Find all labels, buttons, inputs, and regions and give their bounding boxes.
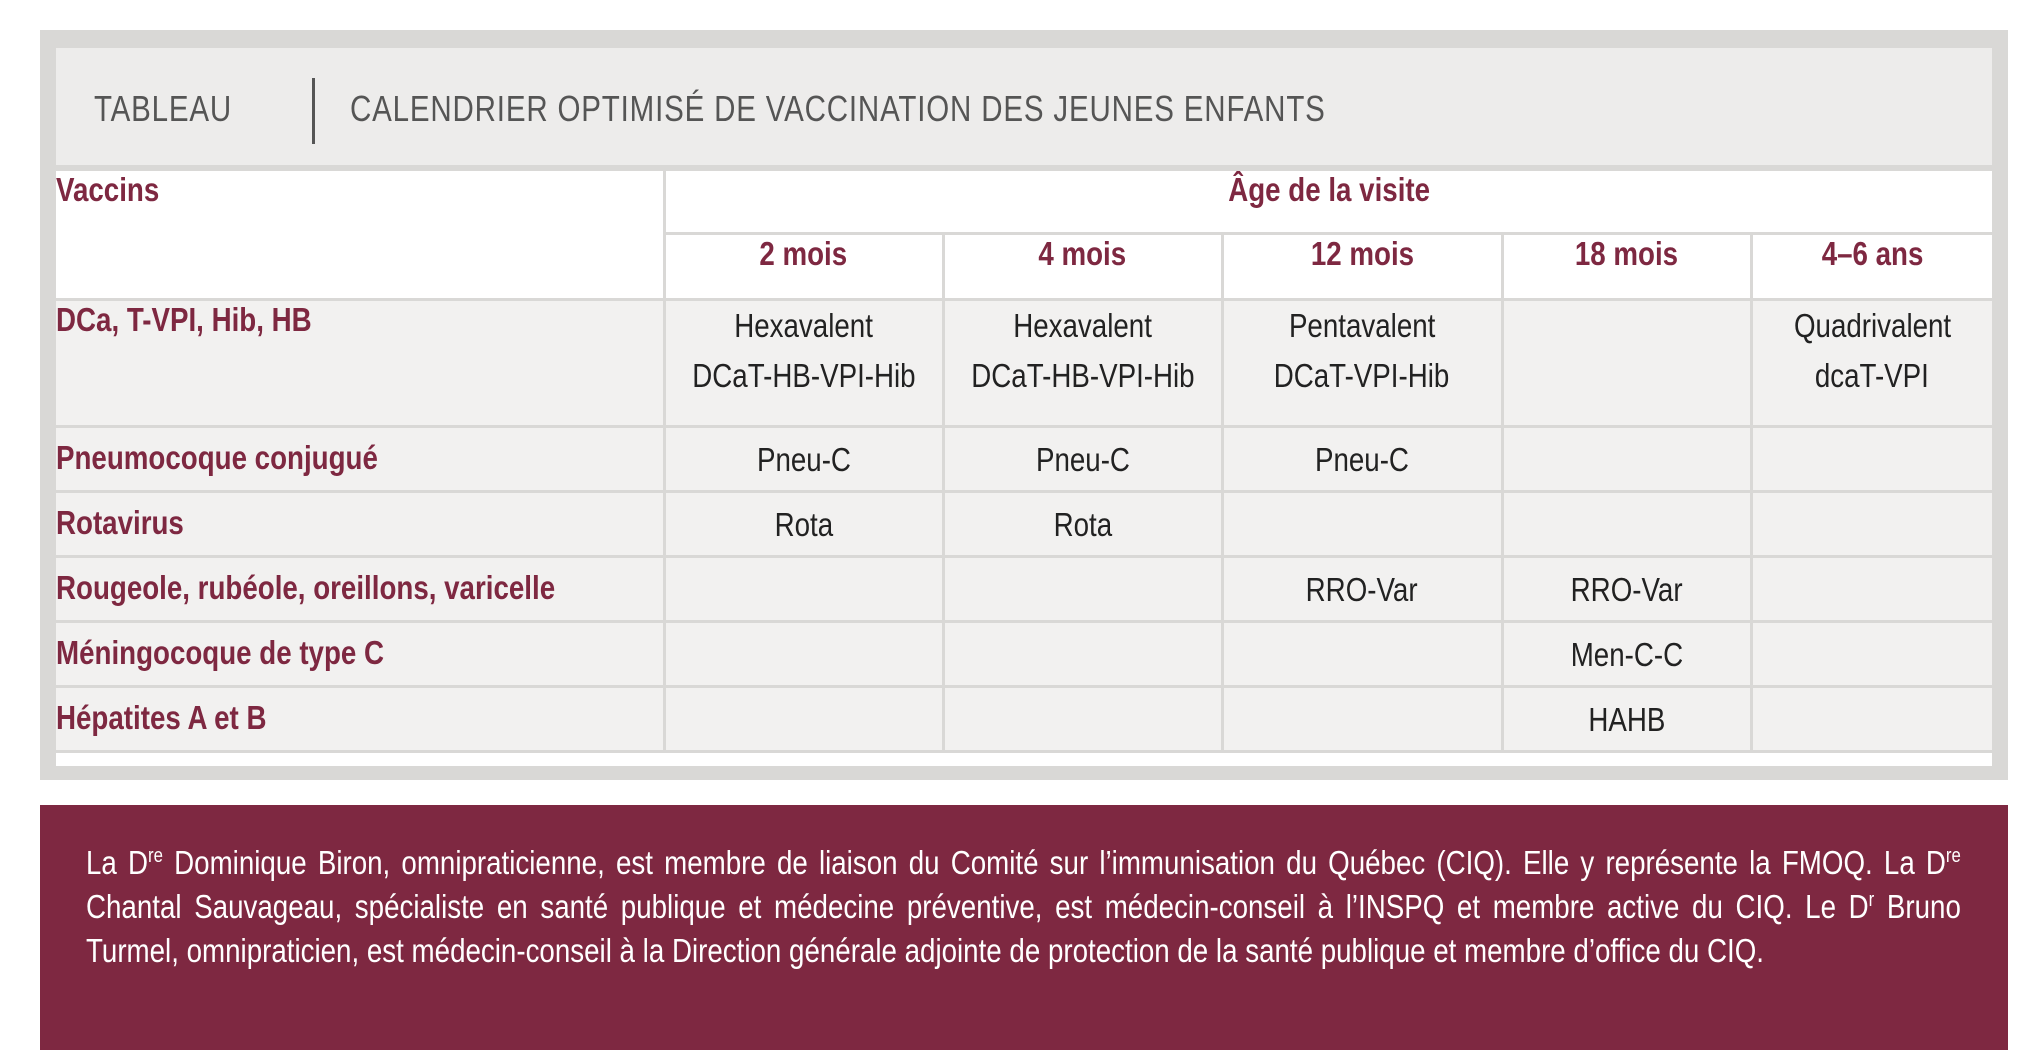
dose-cell [1502,426,1751,491]
vaccine-name: Méningocoque de type C [56,621,664,686]
table-row [56,621,1992,686]
dose-cell [1222,491,1502,556]
dose-cell: RRO-Var [1222,556,1502,621]
dose-cell [943,621,1222,686]
vaccine-name: Hépatites A et B [56,686,664,751]
column-header-4-6-ans: 4–6 ans [1751,233,1992,299]
header-row-group [56,171,1992,233]
dose-cell: Rota [664,491,943,556]
dose-cell [943,686,1222,751]
column-group-header-age: Âge de la visite [664,171,1992,233]
author-note-box [40,805,2008,1050]
dose-cell: Pneu-C [664,426,943,491]
dose-cell [664,686,943,751]
column-header-vaccins: Vaccins [56,171,664,299]
dose-cell: Hexavalent DCaT-HB-VPI-Hib [943,299,1222,426]
column-header-18-mois: 18 mois [1502,233,1751,299]
dose-cell [1751,491,1992,556]
title-separator [312,78,315,144]
dose-cell [1502,299,1751,426]
table-title-bar [56,48,1992,171]
dose-cell: Pneu-C [1222,426,1502,491]
table-row [56,299,1992,426]
dose-cell: Pentavalent DCaT-VPI-Hib [1222,299,1502,426]
column-header-12-mois: 12 mois [1222,233,1502,299]
table-row [56,686,1992,751]
dose-cell [1751,426,1992,491]
dose-cell: Quadrivalent dcaT-VPI [1751,299,1992,426]
dose-cell [664,621,943,686]
dose-cell [1751,621,1992,686]
vaccine-name: Pneumocoque conjugué [56,426,664,491]
dose-cell [664,556,943,621]
table-row [56,426,1992,491]
table-title: CALENDRIER OPTIMISÉ DE VACCINATION DES JEUNES ENFANTS [350,88,1326,129]
vaccine-name: Rougeole, rubéole, oreillons, varicelle [56,556,664,621]
dose-cell [1502,491,1751,556]
dose-cell: HAHB [1502,686,1751,751]
dose-cell: Men-C-C [1502,621,1751,686]
vaccine-name: DCa, T-VPI, Hib, HB [56,299,664,426]
dose-cell [1222,686,1502,751]
vaccination-table-panel [40,30,2008,780]
dose-cell: RRO-Var [1502,556,1751,621]
dose-cell [1751,686,1992,751]
author-note-text: La Dre Dominique Biron, omnipraticienne, est membre de liaison du Comité sur l’immunisation du Québec (CIQ). Elle y représente la FMOQ. La Dre Chantal Sauvageau, spécialiste en santé publique et médecine préventive, est médecin-conseil à l’INSPQ et membre active du CIQ. Le $D^r$ Bruno Turmel, omnipraticien, est médecin-conseil à la Direction générale adjointe de protection de la santé publique et membre d’office du CIQ. [86,844,1961,969]
table-panel-inner [56,48,1992,766]
table-label: TABLEAU [94,88,233,129]
table-row [56,491,1992,556]
vaccine-name: Rotavirus [56,491,664,556]
vaccination-schedule-table [56,171,1992,753]
dose-cell [1751,556,1992,621]
dose-cell [943,556,1222,621]
column-header-4-mois: 4 mois [943,233,1222,299]
dose-cell: Pneu-C [943,426,1222,491]
table-row [56,556,1992,621]
column-header-2-mois: 2 mois [664,233,943,299]
dose-cell: Hexavalent DCaT-HB-VPI-Hib [664,299,943,426]
dose-cell [1222,621,1502,686]
dose-cell: Rota [943,491,1222,556]
